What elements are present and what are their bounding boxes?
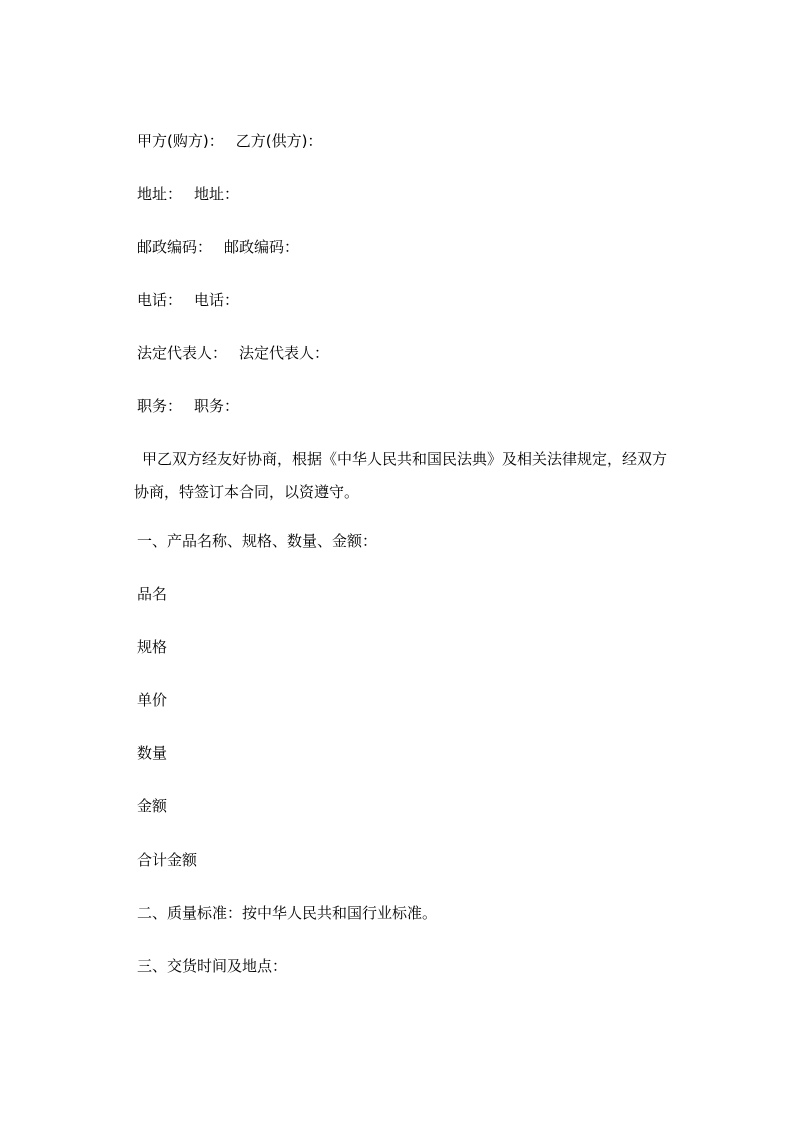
party-b-legal-rep-label: 法定代表人：	[239, 344, 330, 362]
item-quantity: 数量	[137, 744, 168, 762]
party-a-legal-rep-label: 法定代表人：	[137, 344, 228, 362]
phone-row	[137, 290, 239, 310]
intro-line-1: 甲乙双方经友好协商，根据《中华人民共和国民法典》及相关法律规定，经双方	[142, 450, 668, 468]
party-b-phone-label: 电话：	[194, 291, 240, 309]
party-b-position-label: 职务：	[194, 397, 240, 415]
address-row	[137, 184, 239, 204]
section-3-heading: 三、交货时间及地点：	[137, 957, 288, 975]
item-amount: 金额	[137, 797, 168, 815]
party-b-title: 乙方(供方)：	[235, 132, 323, 150]
section-2-heading: 二、质量标准：按中华人民共和国行业标准。	[137, 904, 438, 922]
intro-paragraph	[134, 449, 717, 502]
item-unit-price: 单价	[137, 691, 168, 709]
party-a-phone-label: 电话：	[137, 291, 183, 309]
item-specification: 规格	[137, 638, 168, 656]
intro-line-2: 协商，特签订本合同，以资遵守。	[134, 483, 360, 501]
postal-code-row	[137, 237, 299, 257]
party-title-row	[137, 131, 322, 151]
item-total-amount: 合计金额	[137, 851, 198, 869]
position-row	[137, 396, 239, 416]
party-b-postal-label: 邮政编码：	[224, 238, 300, 256]
item-product-name: 品名	[137, 585, 168, 603]
party-b-address-label: 地址：	[194, 185, 240, 203]
legal-rep-row	[137, 343, 329, 363]
party-a-address-label: 地址：	[137, 185, 183, 203]
party-a-position-label: 职务：	[137, 397, 183, 415]
section-1-heading: 一、产品名称、规格、数量、金额：	[137, 532, 378, 550]
party-a-postal-label: 邮政编码：	[137, 238, 213, 256]
party-a-title: 甲方(购方)：	[137, 132, 224, 150]
